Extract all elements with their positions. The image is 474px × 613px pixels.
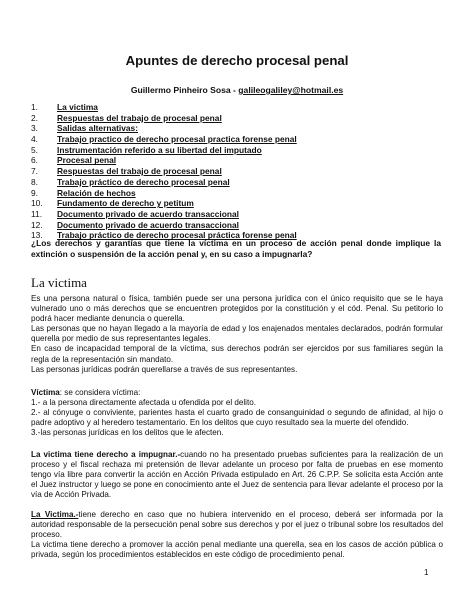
author-email-link[interactable]: galileogaliley@hotmail.es xyxy=(238,85,344,95)
victima2-section xyxy=(31,510,443,560)
list-item: 2.- al cónyuge o conviviente, parientes hasta el cuarto grado de consanguinidad o segundo de afinidad, al hijo o padre adoptivo y al heredero testamentario. En los delitos que cuyo resultado sea la muerte del ofendido. xyxy=(31,408,443,428)
paragraph: Víctima: se considera víctima: xyxy=(31,388,141,397)
page-number: 1 xyxy=(424,568,429,577)
section-heading: La victima xyxy=(31,275,87,290)
toc-link[interactable]: Instrumentación referido a su libertad del imputado xyxy=(57,144,262,155)
toc-link[interactable]: Fundamento de derecho y petitum xyxy=(57,198,194,209)
toc-item[interactable]: 4. Trabajo practico de derecho procesal practica forense penal xyxy=(31,134,297,145)
toc-item[interactable]: 12. Documento privado de acuerdo transaccional xyxy=(31,219,239,230)
toc-item[interactable]: 9. Relación de hechos xyxy=(31,187,136,198)
toc-link[interactable]: Salidas alternativas: xyxy=(57,123,138,134)
paragraph: Las personas jurídicas podrán querellarse a través de sus representantes. xyxy=(31,364,298,374)
toc-item[interactable]: 2. Respuestas del trabajo de procesal penal xyxy=(31,112,222,123)
impugnar-section xyxy=(31,450,443,500)
paragraph: La Victima.-tiene derecho en caso que no hubiera intervenido en el proceso, deberá ser informada por la autoridad responsable de la persecución penal sobre sus derechos y por el juez o tribunal sobre los resultados del proceso. xyxy=(31,510,443,540)
toc-link[interactable]: La victima xyxy=(57,102,98,112)
toc-item[interactable]: 1. La victima xyxy=(31,102,98,112)
toc-link[interactable]: Respuestas del trabajo de procesal penal xyxy=(57,112,222,123)
paragraph: La victima tiene derecho a impugnar.-cuando no ha presentado pruebas suficientes para la realización de un proceso y el fiscal rechaza mi pretensión de llevar adelante un proceso por falta de pruebas en ese momento tengo vía libre para convertir la acción en Acción Privada estipulado en Art. 26 C.P.P. Se solicita esta Acción ante el Juez instructor y luego se pone en conocimiento ante el Juez de sentencia para llevar adelante el proceso por la vía de Acción Privada. xyxy=(31,450,443,500)
document-title: Apuntes de derecho procesal penal xyxy=(125,53,349,68)
toc-item[interactable]: 6. Procesal penal xyxy=(31,155,117,166)
paragraph: Es una persona natural o física, también puede ser una persona jurídica con el único requisito que se le haya vulnerado uno o más derechos que se encuentren protegidos por la constitución y el cód. Penal. Su petitorio lo podrá hacer mediante denuncia o querella. xyxy=(31,294,443,324)
toc-item[interactable]: 13. Trabajo práctico de derecho procesal práctica forense penal xyxy=(31,230,297,241)
term: La victima tiene derecho a impugnar.- xyxy=(31,450,181,459)
toc-item[interactable]: 11. Documento privado de acuerdo transaccional xyxy=(31,208,239,219)
toc-item[interactable]: 3. Salidas alternativas: xyxy=(31,123,138,134)
toc-item[interactable]: 8. Trabajo práctico de derecho procesal penal xyxy=(31,176,230,187)
term: Víctima xyxy=(31,388,60,397)
victima-section xyxy=(31,388,443,438)
paragraph: Las personas que no hayan llegado a la mayoría de edad y los enajenados mentales declarados, podrán formular querella por medio de sus representantes legales. xyxy=(31,324,443,344)
paragraph: En caso de incapacidad temporal de la víctima, sus derechos podrán ser ejercidos por sus familiares según la regla de la representación sin mandato. xyxy=(31,344,443,364)
toc-link[interactable]: Documento privado de acuerdo transaccional xyxy=(57,208,239,219)
table-of-contents xyxy=(31,102,297,241)
author-name: Guillermo Pinheiro Sosa - xyxy=(130,85,239,95)
list-item: 1.- a la persona directamente afectada u ofendida por el delito. xyxy=(31,398,256,408)
toc-link[interactable]: Trabajo práctico de derecho procesal penal xyxy=(57,176,230,187)
term: La Victima.- xyxy=(31,510,79,519)
intro-section xyxy=(31,294,443,375)
toc-link[interactable]: Relación de hechos xyxy=(57,187,136,198)
list-item: 3.-las personas jurídicas en los delitos que le afecten. xyxy=(31,428,224,438)
toc-link[interactable]: Procesal penal xyxy=(57,155,117,166)
toc-item[interactable]: 5. Instrumentación referido a su libertad del imputado xyxy=(31,144,262,155)
toc-item[interactable]: 7. Respuestas del trabajo de procesal penal xyxy=(31,166,222,177)
question-paragraph: ¿Los derechos y garantías que tiene la víctima en un proceso de acción penal donde implique la extinción o suspensión de la acción penal y, en su caso a impugnarla? xyxy=(31,238,441,259)
author-line xyxy=(0,85,474,95)
toc-link[interactable]: Documento privado de acuerdo transaccional xyxy=(57,219,239,230)
toc-link[interactable]: Trabajo practico de derecho procesal practica forense penal xyxy=(57,134,297,145)
paragraph: La victima tiene derecho a promover la acción penal mediante una querella, sea en los casos de acción pública o privada, según los procedimientos establecidos en este código de procedimiento penal. xyxy=(31,540,443,560)
toc-link[interactable]: Trabajo práctico de derecho procesal práctica forense penal xyxy=(57,230,297,241)
toc-item[interactable]: 10. Fundamento de derecho y petitum xyxy=(31,198,194,209)
toc-link[interactable]: Respuestas del trabajo de procesal penal xyxy=(57,166,222,177)
